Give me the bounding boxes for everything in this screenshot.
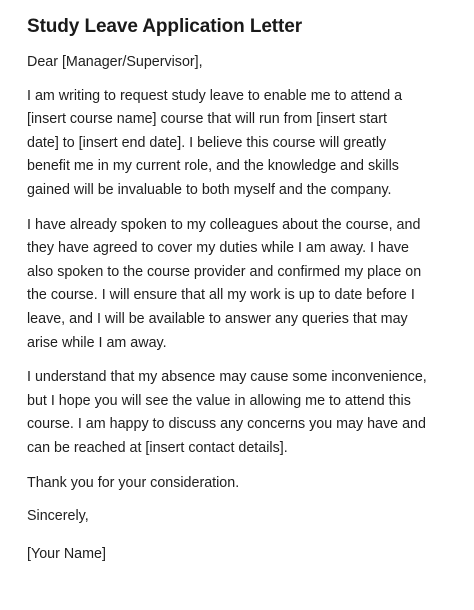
letter-title: Study Leave Application Letter [27, 16, 303, 37]
letter-paragraph-2: I have already spoken to my colleagues about the course, and they have agreed to cover my duties while I am away. I have also spoken to the course provider and confirmed my place on the course. I will ensure that all my work is up to date before I leave, and I will be available to answer any queries that may arise while I am away. [27, 216, 422, 351]
letter-salutation: Dear [Manager/Supervisor], [27, 54, 203, 70]
letter-paragraph-3: I understand that my absence may cause some inconvenience, but I hope you will see the value in allowing me to attend this course. I am happy to discuss any concerns you may have and can be reached at [insert contact details]. [27, 369, 427, 456]
letter-signature: [Your Name] [27, 545, 106, 562]
letter-signoff: Sincerely, [27, 508, 89, 525]
letter-closing: Thank you for your consideration. [27, 474, 240, 491]
letter-paragraph-1: I am writing to request study leave to enable me to attend a [insert course name] course that will run from [insert start date] to [insert end date]. I believe this course will greatly benefit me in my current role, and the knowledge and skills gained will be invaluable to both myself and the company. [27, 87, 403, 198]
letter-page [27, 14, 452, 566]
